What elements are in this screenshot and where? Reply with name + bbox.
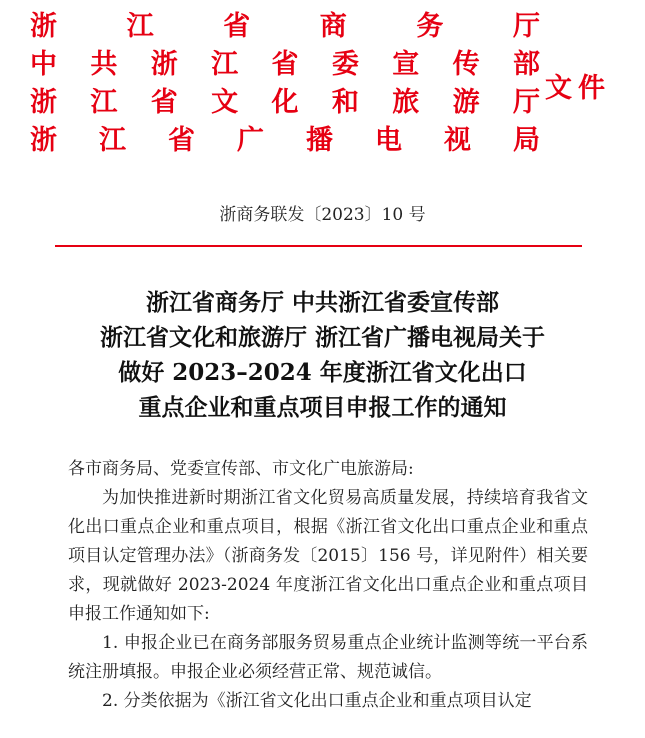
issuer-char: 中 (30, 49, 57, 80)
issuer-char: 游 (452, 87, 480, 118)
intro-paragraph: 为加快推进新时期浙江省文化贸易高质量发展，持续培育我省文化出口重点企业和重点项目，根据《浙江省文化出口重点企业和重点项目认定管理办法》（浙商务发〔2015〕156 号，详见附件）相关要求，现就做好 2023-2024 年度浙江省文化出口重点企业和重点项目申报工作通知如下: (68, 488, 588, 624)
issuer-char: 务 (416, 11, 444, 42)
issuer-char: 广 (237, 125, 264, 156)
issuer-char: 和 (331, 87, 359, 118)
issuer-char: 文 (211, 87, 239, 118)
salutation: 各市商务局、党委宣传部、市文化广电旅游局: (68, 459, 414, 479)
issuer-char: 电 (375, 125, 402, 156)
issuer-char: 省 (223, 11, 251, 42)
issuer-char: 厅 (513, 87, 540, 118)
item-2: 2. 分类依据为《浙江省文化出口重点企业和重点项目认定 (102, 691, 532, 711)
issuer-row (30, 8, 540, 46)
issuer-char: 视 (444, 125, 471, 156)
issuer-char: 江 (99, 125, 126, 156)
document-title (0, 285, 645, 425)
title-line: 重点企业和重点项目申报工作的通知 (138, 394, 507, 421)
item-1: 1. 申报企业已在商务部服务贸易重点企业统计监测等统一平台系统注册填报。申报企业必须经营正常、规范诚信。 (68, 633, 588, 682)
issuer-char: 省 (150, 87, 178, 118)
issuer-char: 省 (271, 49, 299, 80)
issuer-char: 省 (168, 125, 195, 156)
issuer-char: 厅 (512, 11, 540, 42)
issuer-row (30, 46, 540, 84)
document-number: 浙商务联发〔2023〕10 号 (219, 205, 426, 225)
title-line: 做好 2023–2024 年度浙江省文化出口 (118, 359, 527, 386)
issuer-row (30, 84, 540, 122)
issuer-char: 委 (331, 49, 359, 80)
issuer-char: 浙 (30, 87, 57, 118)
red-divider (55, 245, 582, 247)
issuer-char: 局 (513, 125, 540, 156)
issuer-char: 江 (126, 11, 154, 42)
issuer-char: 浙 (30, 125, 57, 156)
title-line: 浙江省文化和旅游厅 浙江省广播电视局关于 (99, 324, 545, 351)
issuer-char: 江 (90, 87, 118, 118)
issuer-char: 江 (211, 49, 239, 80)
issuer-char: 共 (90, 49, 118, 80)
issuer-char: 浙 (30, 11, 57, 42)
issuer-block (30, 8, 540, 160)
issuer-char: 商 (319, 11, 347, 42)
document-suffix: 文件 (545, 73, 611, 104)
issuer-char: 传 (452, 49, 480, 80)
issuer-char: 宣 (392, 49, 420, 80)
issuer-char: 部 (513, 49, 540, 80)
issuer-char: 旅 (392, 87, 420, 118)
title-line: 浙江省商务厅 中共浙江省委宣传部 (145, 289, 499, 316)
issuer-char: 浙 (150, 49, 178, 80)
issuer-char: 化 (271, 87, 299, 118)
issuer-row (30, 122, 540, 160)
document-body (68, 455, 588, 716)
issuer-char: 播 (306, 125, 333, 156)
